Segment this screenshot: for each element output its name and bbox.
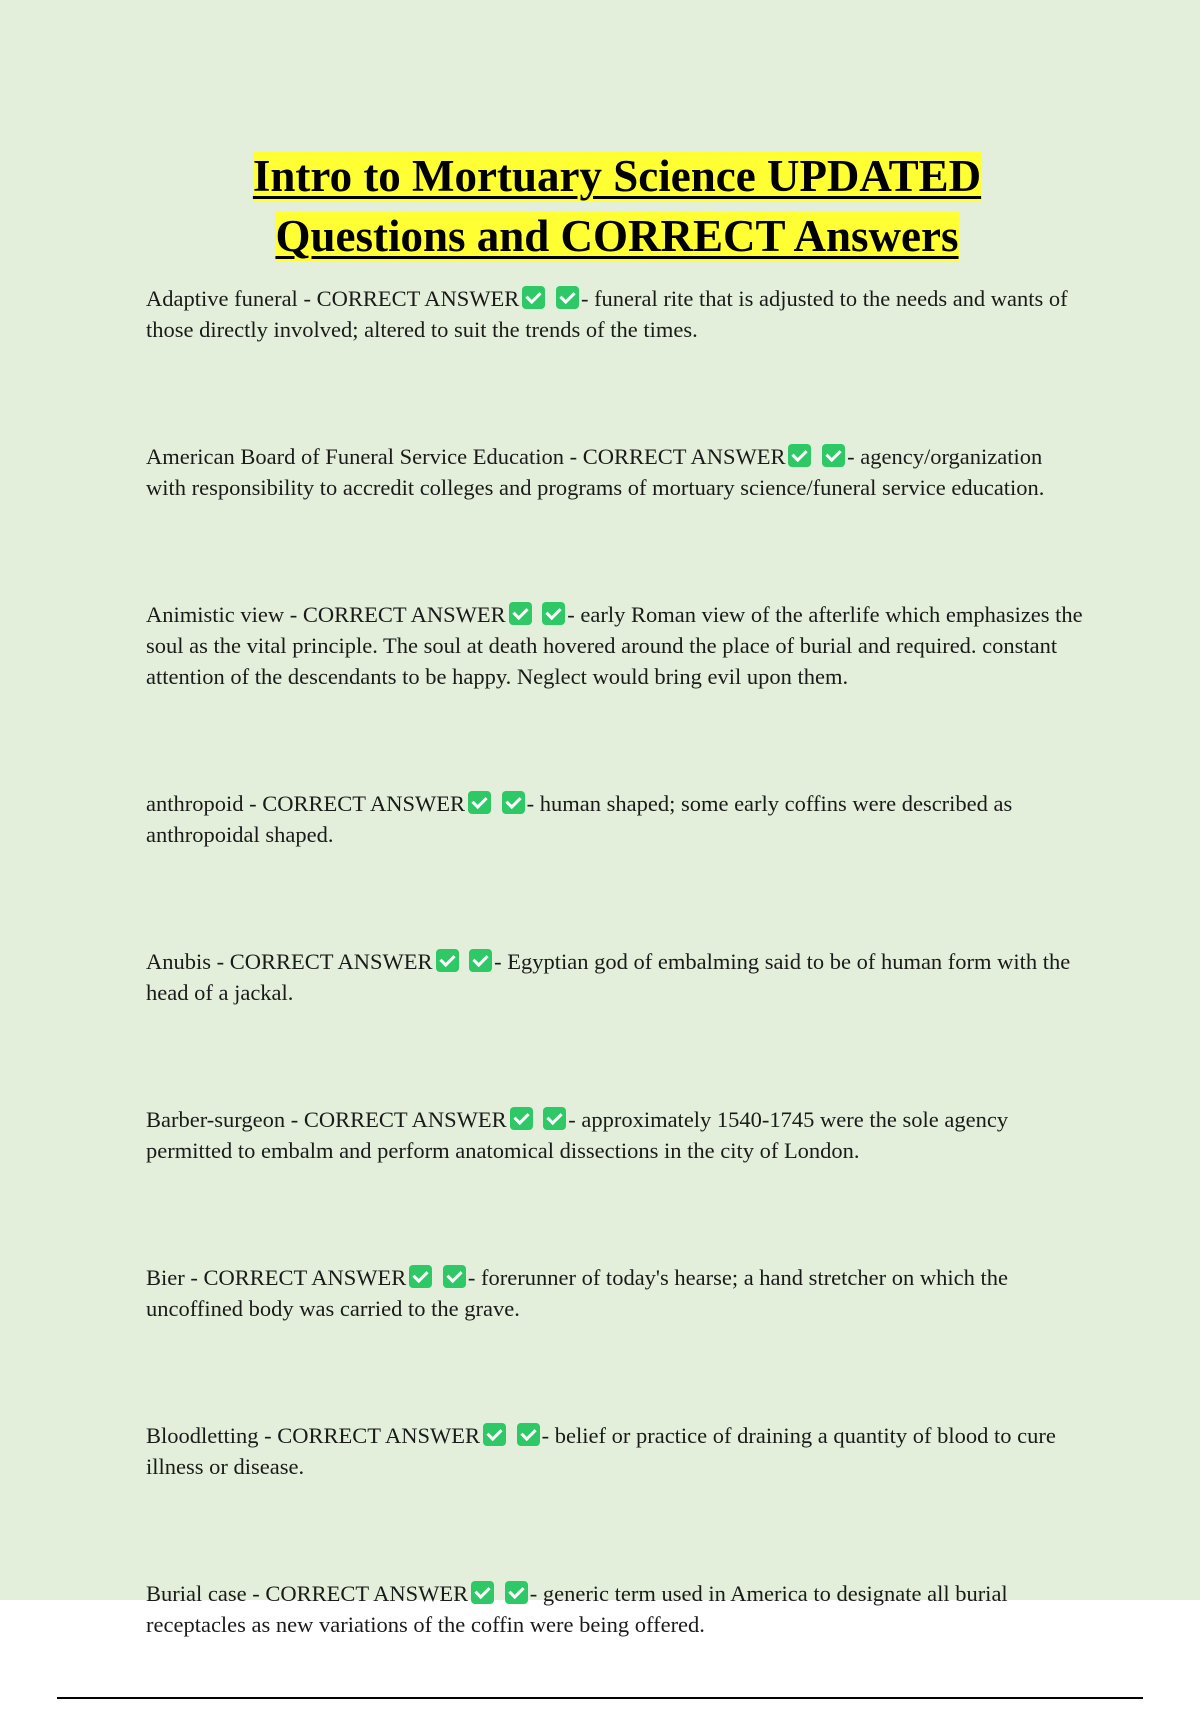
answer-marker: CORRECT ANSWER: [277, 1423, 480, 1448]
entry-definition: approximately 1540-1745 were the sole agency permitted to embalm and perform anatomical dissections in the city of London.: [146, 1107, 1009, 1163]
entry-term: Adaptive funeral: [146, 286, 298, 311]
title-line-1: Intro to Mortuary Science UPDATED: [252, 151, 982, 201]
entry-term: Animistic view: [146, 602, 285, 627]
answer-marker: CORRECT ANSWER: [262, 791, 465, 816]
check-mark-icon: [502, 791, 525, 814]
entry-term: Barber-surgeon: [146, 1107, 286, 1132]
entry-definition: agency/organization with responsibility to accredit colleges and programs of mortuary science/funeral service education.: [146, 444, 1045, 500]
qa-entry: Barber-surgeon - CORRECT ANSWER - approximately 1540-1745 were the sole agency permitted to embalm and perform anatomical dissections in the city of London.: [146, 1107, 1009, 1163]
entry-term: anthropoid: [146, 791, 244, 816]
check-mark-icon: [510, 1107, 533, 1130]
check-mark-icon: [542, 602, 565, 625]
entry-term: Bloodletting: [146, 1423, 259, 1448]
qa-entry: Bloodletting - CORRECT ANSWER - belief or practice of draining a quantity of blood to cure illness or disease.: [146, 1423, 1056, 1479]
answer-marker: CORRECT ANSWER: [316, 286, 520, 311]
check-mark-icon: [469, 949, 492, 972]
answer-marker: CORRECT ANSWER: [265, 1581, 469, 1606]
qa-entry: Anubis - CORRECT ANSWER - Egyptian god of embalming said to be of human form with the head of a jackal.: [146, 949, 1071, 1005]
qa-entry: Adaptive funeral - CORRECT ANSWER - funeral rite that is adjusted to the needs and wants of those directly involved; altered to suit the trends of the times.: [146, 286, 1068, 342]
answer-marker: CORRECT ANSWER: [303, 1107, 507, 1132]
check-mark-icon: [509, 602, 532, 625]
entry-definition: human shaped; some early coffins were described as anthropoidal shaped.: [146, 791, 1013, 847]
check-mark-icon: [556, 286, 579, 309]
check-mark-icon: [822, 444, 845, 467]
check-mark-icon: [409, 1265, 432, 1288]
entry-definition: funeral rite that is adjusted to the needs and wants of those directly involved; altered to suit the trends of the times.: [146, 286, 1068, 342]
check-mark-icon: [788, 444, 811, 467]
entry-term: Bier: [146, 1265, 185, 1290]
check-mark-icon: [517, 1423, 540, 1446]
entry-term: American Board of Funeral Service Education: [146, 444, 564, 469]
answer-marker: CORRECT ANSWER: [229, 949, 433, 974]
title-line-2: Questions and CORRECT Answers: [275, 211, 959, 261]
qa-entry: Burial case - CORRECT ANSWER - generic term used in America to designate all burial receptacles as new variations of the coffin were being offered.: [146, 1581, 1008, 1637]
check-mark-icon: [522, 286, 545, 309]
qa-list: [146, 283, 1086, 1736]
answer-marker: CORRECT ANSWER: [203, 1265, 407, 1290]
qa-entry: Animistic view - CORRECT ANSWER - early Roman view of the afterlife which emphasizes the soul as the vital principle. The soul at death hovered around the place of burial and required. constant attention of the descendants to be happy. Neglect would bring evil upon them.: [146, 602, 1083, 689]
footer-divider: [57, 1697, 1143, 1699]
answer-marker: CORRECT ANSWER: [302, 602, 506, 627]
qa-entry: Bier - CORRECT ANSWER - forerunner of today's hearse; a hand stretcher on which the uncoffined body was carried to the grave.: [146, 1265, 1008, 1321]
entry-definition: forerunner of today's hearse; a hand stretcher on which the uncoffined body was carried to the grave.: [146, 1265, 1008, 1321]
entry-definition: belief or practice of draining a quantity of blood to cure illness or disease.: [146, 1423, 1056, 1479]
entry-definition: generic term used in America to designate all burial receptacles as new variations of the coffin were being offered.: [146, 1581, 1008, 1637]
check-mark-icon: [483, 1423, 506, 1446]
qa-entry: anthropoid - CORRECT ANSWER - human shaped; some early coffins were described as anthropoidal shaped.: [146, 791, 1013, 847]
entry-term: Anubis: [146, 949, 212, 974]
page-title: [0, 146, 1200, 266]
check-mark-icon: [468, 791, 491, 814]
check-mark-icon: [471, 1581, 494, 1604]
qa-entry: American Board of Funeral Service Education - CORRECT ANSWER - agency/organization with responsibility to accredit colleges and programs of mortuary science/funeral service education.: [146, 444, 1045, 500]
check-mark-icon: [436, 949, 459, 972]
check-mark-icon: [543, 1107, 566, 1130]
entry-definition: early Roman view of the afterlife which emphasizes the soul as the vital principle. The soul at death hovered around the place of burial and required. constant attention of the descendants to be happy. Neglect would bring evil upon them.: [146, 602, 1083, 689]
answer-marker: CORRECT ANSWER: [582, 444, 786, 469]
entry-term: Burial case: [146, 1581, 247, 1606]
entry-definition: Egyptian god of embalming said to be of human form with the head of a jackal.: [146, 949, 1071, 1005]
check-mark-icon: [505, 1581, 528, 1604]
check-mark-icon: [443, 1265, 466, 1288]
